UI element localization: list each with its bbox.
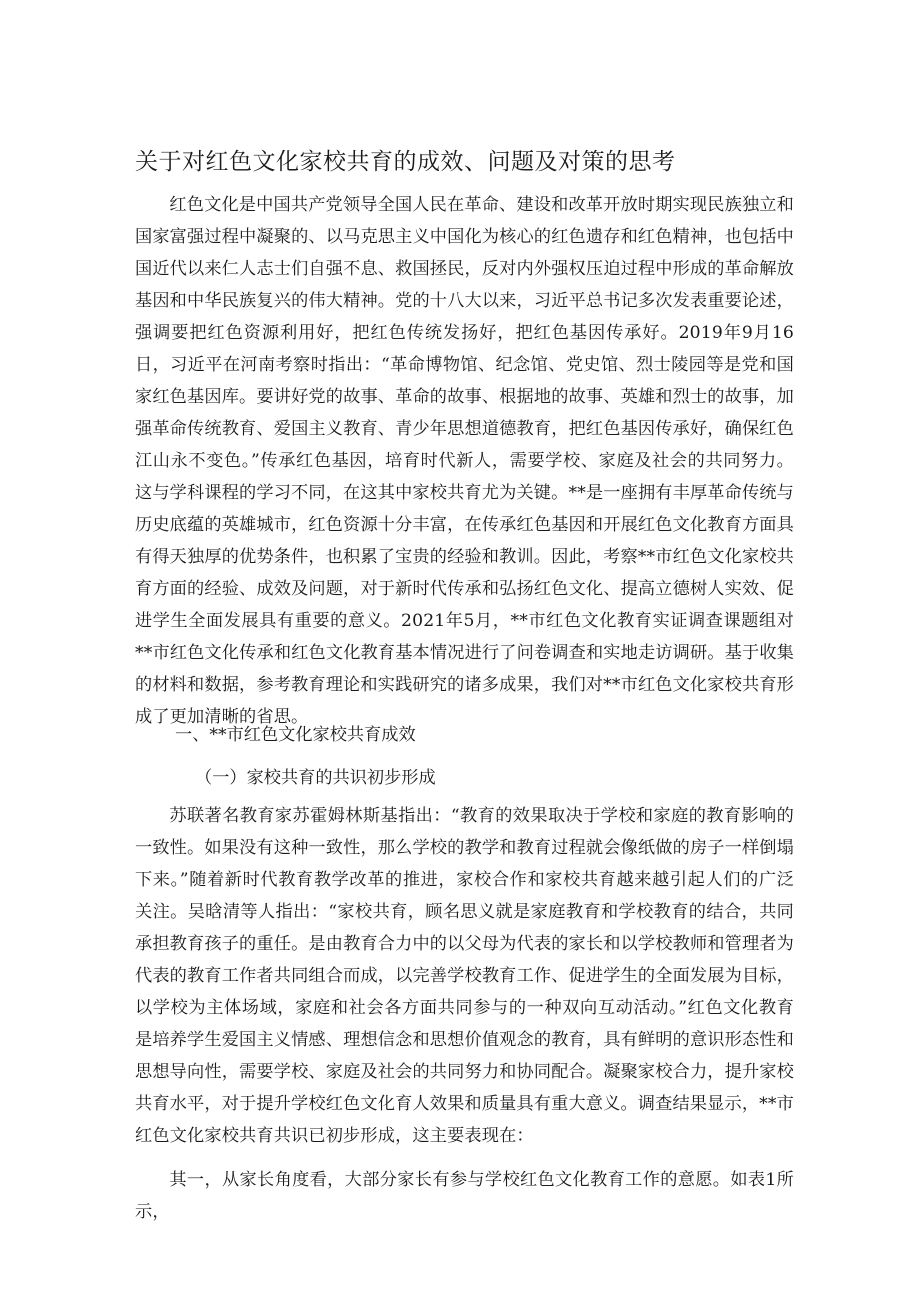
final-paragraph: 其一，从家长角度看，大部分家长有参与学校红色文化教育工作的意愿。如表1所示，: [135, 1170, 794, 1222]
section-heading: 一、**市红色文化家校共育成效: [175, 725, 416, 745]
subsection-paragraph: 苏联著名教育家苏霍姆林斯基指出：“教育的效果取决于学校和家庭的教育影响的一致性。如果没有这种一致性，那么学校的教学和教育过程就会像纸做的房子一样倒塌下来。”随着新时代教育教学改革的推进，家校合作和家校共育越来越引起人们的广泛关注。吴晗清等人指出：“家校共育，顾名思义就是家庭教育和学校教育的结合，共同承担教育孩子的重任。是由教育合力中的以父母为代表的家长和以学校教师和管理者为代表的教育工作者共同组合而成，以完善学校教育工作、促进学生的全面发展为目标，以学校为主体场域，家庭和社会各方面共同参与的一种双向互动活动。”红色文化教育是培养学生爱国主义情感、理想信念和思想价值观念的教育，具有鲜明的意识形态性和思想导向性，需要学校、家庭及社会的共同努力和协同配合。凝聚家校合力，提升家校共育水平，对于提升学校红色文化育人效果和质量具有重大意义。调查结果显示，**市红色文化家校共育共识已初步形成，这主要表现在：: [135, 806, 794, 1146]
document-title: 关于对红色文化家校共育的成效、问题及对策的思考: [135, 149, 676, 175]
intro-paragraph: 红色文化是中国共产党领导全国人民在革命、建设和改革开放时期实现民族独立和国家富强过程中凝聚的、以马克思主义中国化为核心的红色遗存和红色精神，也包括中国近代以来仁人志士们自强不息、救国拯民，反对内外强权压迫过程中形成的革命解放基因和中华民族复兴的伟大精神。党的十八大以来，习近平总书记多次发表重要论述，强调要把红色资源利用好，把红色传统发扬好，把红色基因传承好。2019年9月16日，习近平在河南考察时指出：“革命博物馆、纪念馆、党史馆、烈士陵园等是党和国家红色基因库。要讲好党的故事、革命的故事、根据地的故事、英雄和烈士的故事，加强革命传统教育、爱国主义教育、青少年思想道德教育，把红色基因传承好，确保红色江山永不变色。”传承红色基因，培育时代新人，需要学校、家庭及社会的共同努力。这与学科课程的学习不同，在这其中家校共育尤为关键。**是一座拥有丰厚革命传统与历史底蕴的英雄城市，红色资源十分丰富，在传承红色基因和开展红色文化教育方面具有得天独厚的优势条件，也积累了宝贵的经验和教训。因此，考察**市红色文化家校共育方面的经验、成效及问题，对于新时代传承和弘扬红色文化、提高立德树人实效、促进学生全面发展具有重要的意义。2021年5月，**市红色文化教育实证调查课题组对**市红色文化传承和红色文化教育基本情况进行了问卷调查和实地走访调研。基于收集的材料和数据，参考教育理论和实践研究的诸多成果，我们对**市红色文化家校共育形成了更加清晰的省思。: [135, 195, 794, 727]
subsection-heading: （一）家校共育的共识初步形成: [195, 768, 436, 788]
